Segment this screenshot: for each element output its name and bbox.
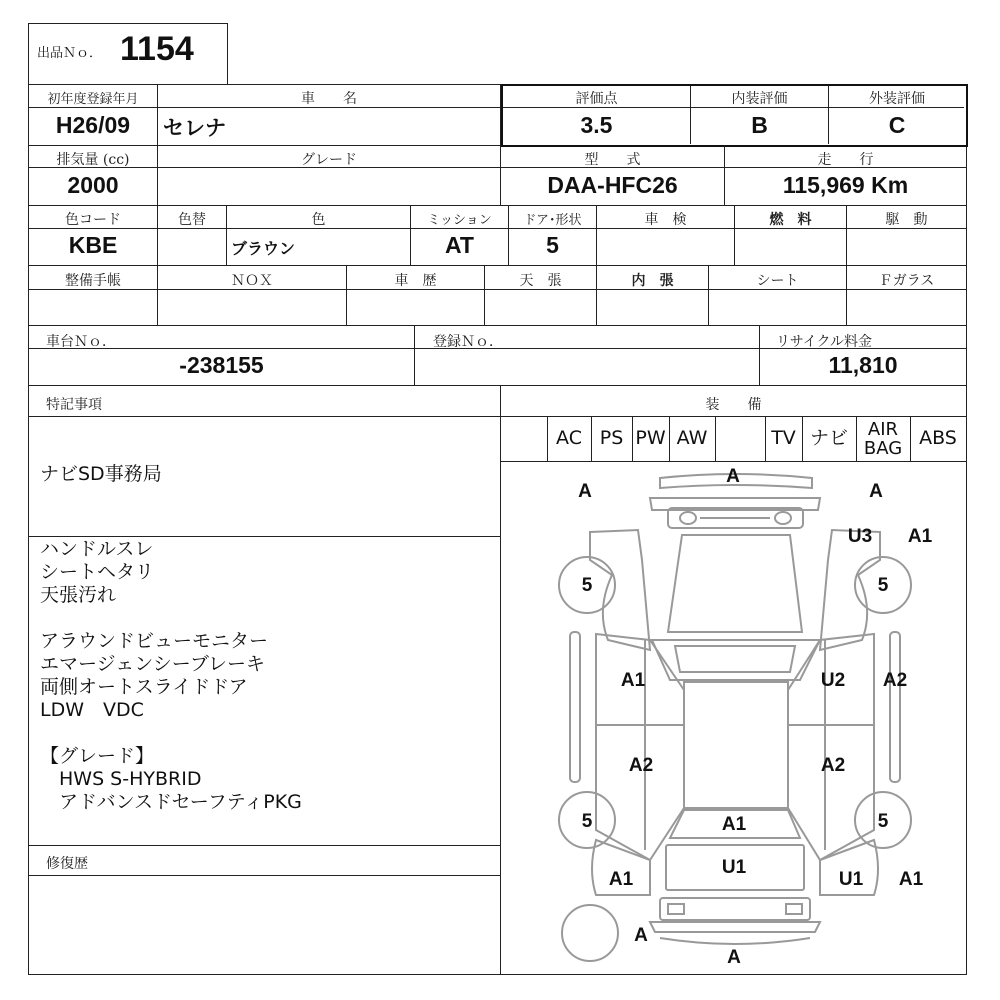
grid-line (966, 84, 967, 975)
equipment-cell: AC (556, 427, 582, 449)
grid-line (28, 205, 967, 206)
roof (684, 682, 788, 808)
dmg-right-front-a1: A1 (907, 526, 933, 547)
dmg-right-front-u3: U3 (847, 526, 873, 547)
color-code-label: 色コード (65, 212, 121, 228)
equipment-cell: ABS (919, 427, 957, 449)
grade-label: グレード (301, 152, 357, 168)
grid-line (28, 845, 501, 846)
dmg-rear-left-a1: A1 (608, 869, 634, 890)
model-value: DAA-HFC26 (547, 172, 678, 198)
equipment-row (500, 416, 967, 461)
exterior-value: C (888, 112, 906, 138)
equipment-cell: AIR BAG (863, 418, 903, 459)
score-value: 3.5 (580, 112, 613, 138)
chassis-label: 車台Ｎｏ． (46, 334, 116, 350)
rear-bumper (660, 898, 810, 920)
mileage-label: 走 行 (817, 152, 874, 168)
grid-line (28, 875, 501, 876)
right-body (788, 634, 874, 860)
color-value: ブラウン (231, 239, 296, 258)
dmg-left-front-door: A1 (620, 670, 646, 691)
car-name-value: セレナ (163, 116, 226, 140)
history-label: 車 歴 (394, 273, 437, 289)
grid-line (715, 416, 716, 461)
score-label: 評価点 (575, 91, 618, 107)
dmg-tire-rl: 5 (581, 811, 593, 832)
first-reg-value: H26/09 (55, 112, 131, 138)
front-emblem (680, 512, 696, 524)
dmg-rear-bumper: A (634, 925, 648, 946)
dmg-right-rear-door: A2 (820, 755, 846, 776)
dmg-tire-fr: 5 (877, 575, 889, 596)
left-front-fender (590, 530, 650, 650)
first-reg-label: 初年度登録年月 (47, 92, 139, 107)
door-value: 5 (546, 232, 559, 258)
right-front-fender (820, 530, 880, 650)
grid-line (591, 416, 592, 461)
dmg-back-door: U1 (721, 857, 747, 878)
mileage-value: 115,969 Km (782, 172, 909, 198)
glass-label: Ｆガラス (878, 273, 935, 289)
grid-line (28, 325, 967, 326)
dmg-tire-rr: 5 (877, 811, 889, 832)
grid-line (669, 416, 670, 461)
remarks-line1: ナビSD事務局 (40, 463, 162, 485)
grid-line (28, 974, 967, 975)
dmg-rear-glass: A1 (721, 814, 747, 835)
repaint-label: 色替 (178, 212, 206, 228)
remarks-notes: ハンドルスレ シートヘタリ 天張汚れ アラウンドビューモニター エマージェンシーブレーキ 両側オートスライドドア LDW VDC 【グレード】 HWS S-HYBRID アドバンスドセーフティPKG (40, 538, 302, 813)
equipment-cell: PW (635, 427, 666, 449)
dmg-front-top: A (726, 466, 740, 487)
dmg-rear-bottom: A (727, 947, 741, 968)
left-body (596, 634, 684, 860)
recycle-value: 11,810 (828, 352, 898, 378)
grid-line (802, 416, 803, 461)
mission-label: ミッション (427, 213, 492, 228)
grid-line (28, 536, 501, 537)
dmg-tire-fl: 5 (581, 575, 593, 596)
interior-label: 内装評価 (731, 91, 788, 107)
maintenance-label: 整備手帳 (65, 273, 121, 289)
mission-value: AT (445, 232, 474, 258)
grid-line (28, 265, 967, 266)
grid-line (632, 416, 633, 461)
fuel-label: 燃 料 (769, 212, 812, 228)
car-damage-diagram (501, 462, 966, 974)
exterior-label: 外装評価 (869, 91, 925, 107)
dmg-rear-right-u1: U1 (838, 869, 864, 890)
color-code-value: KBE (68, 232, 118, 258)
grid-line (910, 416, 911, 461)
dmg-front-left: A (578, 481, 592, 502)
grid-line (765, 416, 766, 461)
inspection-label: 車 検 (644, 212, 687, 228)
color-label: 色 (311, 212, 326, 228)
chassis-value: -238155 (179, 352, 264, 378)
lot-label: 出品Ｎｏ． (37, 46, 103, 61)
car-name-label: 車 名 (301, 91, 357, 107)
dmg-right-front-door-u2: U2 (820, 670, 846, 691)
equipment-cell: PS (599, 427, 624, 449)
door-label: ドア･形状 (523, 213, 582, 228)
interior-value: B (751, 112, 768, 138)
equipment-cell: ナビ (809, 427, 848, 449)
repair-history-label: 修復歴 (46, 856, 88, 872)
roof-label: 天 張 (519, 273, 562, 289)
equipment-cell (500, 416, 547, 461)
dmg-left-rear-door: A2 (628, 755, 654, 776)
nox-label: ＮＯＸ (231, 273, 273, 289)
grid-line (856, 416, 857, 461)
registration-label: 登録Ｎｏ． (433, 334, 503, 350)
equipment-cell: TV (771, 427, 796, 449)
displacement-value: 2000 (67, 172, 119, 198)
remarks-label: 特記事項 (46, 397, 102, 413)
recycle-label: リサイクル料金 (776, 334, 873, 350)
grid-line (414, 325, 415, 385)
equipment-cell (715, 416, 765, 461)
model-label: 型 式 (584, 152, 641, 168)
interior-trim-label: 内 張 (631, 273, 674, 289)
spare-tire (562, 905, 618, 961)
equipment-cell: AW (676, 427, 708, 449)
equipment-label: 装 備 (705, 397, 762, 413)
grid-line (547, 416, 548, 461)
seat-label: シート (756, 273, 799, 289)
dmg-front-right: A (869, 481, 883, 502)
drive-label: 駆 動 (885, 212, 928, 228)
hood (668, 535, 802, 632)
grid-line (28, 385, 967, 386)
displacement-label: 排気量 (cc) (56, 152, 130, 168)
lot-number: 1154 (120, 30, 194, 68)
dmg-rear-right-a1: A1 (898, 869, 924, 890)
dmg-right-front-door-a2: A2 (882, 670, 908, 691)
